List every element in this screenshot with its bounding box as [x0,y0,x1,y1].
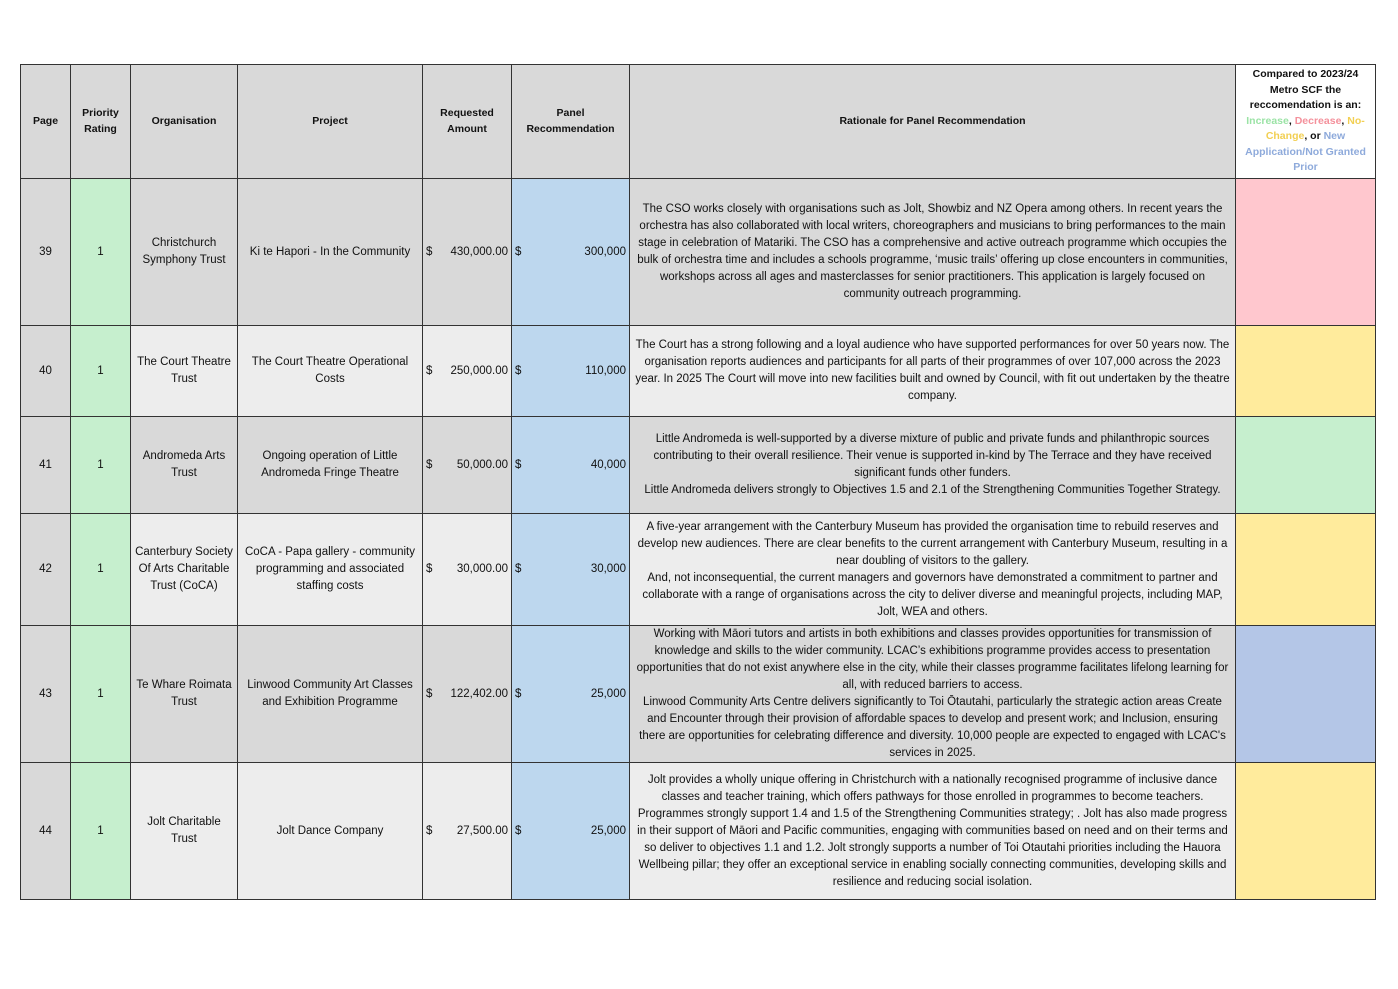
page-number: 39 [39,245,52,258]
panel-recommendation [515,686,626,703]
panel-recommendation-cell [512,763,630,900]
table-row [21,179,1376,326]
requested-value: 30,000.00 [456,563,508,575]
panel-recommendation [515,823,626,840]
requested-amount-cell [423,179,512,326]
organisation-name: Te Whare Roimata Trust [136,679,232,708]
legend-decrease: Decrease [1294,114,1342,127]
page-cell [21,179,71,326]
legend-new-application: New Application/Not Granted Prior [1245,130,1366,174]
organisation-cell [131,417,238,514]
organisation-name: Canterbury Society Of Arts Charitable Trust (CoCA) [135,546,233,592]
header-priority-rating: Priority Rating [71,65,131,179]
project-name: The Court Theatre Operational Costs [251,356,409,385]
priority-cell [71,417,131,514]
rationale-paragraph: A five-year arrangement with the Canterbury Museum has provided the organisation time to rebuild reserves and develop new audiences. There are clear benefits to the current arrangement with Canterbury Museum, resulting in a near doubling of visitors to the gallery. [637,520,1228,567]
page-number: 44 [39,824,52,837]
panel-value: 30,000 [590,563,626,575]
legend-no-change: No-Change [1265,114,1365,143]
currency-symbol: $ [426,563,433,575]
priority-rating: 1 [97,687,104,700]
currency-symbol: $ [426,824,433,837]
currency-symbol: $ [426,364,433,377]
panel-recommendation [515,561,626,578]
rationale-cell [630,417,1236,514]
requested-amount [426,363,508,380]
page-number: 42 [39,563,52,575]
legend-increase: Increase [1246,114,1289,127]
panel-recommendation [515,457,626,474]
panel-value: 25,000 [590,687,626,700]
panel-value: 300,000 [584,245,626,258]
requested-amount [426,561,508,578]
organisation-cell [131,326,238,417]
organisation-cell [131,179,238,326]
project-name: Ki te Hapori - In the Community [249,245,411,258]
comparison-status-cell [1236,417,1376,514]
rationale-cell [630,626,1236,763]
table-row [21,626,1376,763]
rationale-cell [630,514,1236,626]
requested-value: 27,500.00 [456,824,508,837]
requested-amount-cell [423,626,512,763]
currency-symbol: $ [426,245,433,258]
legend-or: or [1310,130,1321,143]
panel-recommendation [515,363,626,380]
panel-value: 25,000 [590,824,626,837]
requested-amount-cell [423,326,512,417]
comparison-status-cell [1236,326,1376,417]
requested-value: 50,000.00 [456,458,508,471]
priority-rating: 1 [97,245,104,258]
project-name: CoCA - Papa gallery - community programming and associated staffing costs [244,546,415,592]
project-cell [238,179,423,326]
requested-amount-cell [423,763,512,900]
rationale-paragraph: Little Andromeda is well-supported by a diverse mixture of public and private funds and philanthropic sources contributing to their overall resilience. Their venue is supported in-kind by The Terrace and they have received significant funds other funders. [653,433,1212,479]
header-project: Project [238,65,423,179]
panel-recommendation-cell [512,179,630,326]
priority-cell [71,763,131,900]
organisation-name: Jolt Charitable Trust [147,816,221,845]
currency-symbol: $ [515,563,522,575]
project-name: Ongoing operation of Little Andromeda Fringe Theatre [261,450,399,479]
priority-cell [71,514,131,626]
project-cell [238,514,423,626]
panel-recommendation-cell [512,626,630,763]
priority-cell [71,326,131,417]
project-cell [238,417,423,514]
rationale-cell [630,179,1236,326]
header-page: Page [21,65,71,179]
page-number: 40 [39,364,52,377]
requested-amount [426,686,508,703]
requested-value: 250,000.00 [450,364,508,377]
header-organisation: Organisation [131,65,238,179]
project-cell [238,763,423,900]
recommendations-table [20,64,1376,900]
requested-amount-cell [423,514,512,626]
page-number: 43 [39,687,52,700]
rationale-paragraph: Linwood Community Arts Centre delivers significantly to Toi Ōtautahi, particularly the strategic action areas Create and Encounter through their provision of affordable spaces to develop and present work; and Inclusion, ensuring there are opportunities for celebrating difference and diversity. 10,000 people are expected to engaged with LCAC's services in 2025. [639,696,1226,759]
currency-symbol: $ [515,824,522,837]
requested-value: 122,402.00 [450,687,508,700]
organisation-name: Andromeda Arts Trust [142,450,226,479]
comparison-status-cell [1236,514,1376,626]
requested-value: 430,000.00 [450,245,508,258]
priority-rating: 1 [97,458,104,471]
requested-amount-cell [423,417,512,514]
organisation-cell [131,763,238,900]
page-cell [21,514,71,626]
panel-value: 40,000 [590,458,626,471]
comparison-status-cell [1236,179,1376,326]
priority-cell [71,179,131,326]
requested-amount [426,823,508,840]
rationale-paragraph: Little Andromeda delivers strongly to Objectives 1.5 and 2.1 of the Strengthening Communities Together Strategy. [644,484,1221,496]
table-body [21,179,1376,900]
table-row [21,763,1376,900]
priority-cell [71,626,131,763]
priority-rating: 1 [97,563,104,575]
priority-rating: 1 [97,364,104,377]
currency-symbol: $ [515,687,522,700]
requested-amount [426,244,508,261]
page-cell [21,763,71,900]
project-name: Linwood Community Art Classes and Exhibition Programme [247,679,413,708]
currency-symbol: $ [515,364,522,377]
rationale-paragraph: Jolt provides a wholly unique offering in Christchurch with a nationally recognised programme of inclusive dance classes and teacher training, which offers pathways for those enrolled in programmes to become teachers. Programmes strongly support 1.4 and 1.5 of the Strengthening Communities strategy; . Jolt has also made progress in their support of Māori and Pacific communities, engaging with communities based on need and on their terms and so deliver to objectives 1.1 and 1.2. Jolt strongly supports a number of Toi Otautahi priorities including the Hauora Wellbeing pillar; they offer an exceptional service in enabling socially connecting communities, developing skills and resilience and reducing social isolation. [637,773,1228,888]
comparison-status-cell [1236,626,1376,763]
project-cell [238,326,423,417]
comparison-intro: Compared to 2023/24 Metro SCF the reccomendation is an: [1249,68,1362,112]
header-rationale: Rationale for Panel Recommendation [630,65,1236,179]
panel-recommendation [515,244,626,261]
panel-recommendation-cell [512,417,630,514]
header-panel-recommendation: Panel Recommendation [512,65,630,179]
rationale-paragraph: Working with Māori tutors and artists in both exhibitions and classes provides opportunities for transmission of knowledge and skills to the wider community. LCAC’s exhibitions programme provides access to presentation opportunities that do not exist anywhere else in the city, while their classes programme facilitates lifelong learning for all, with reduced barriers to access. [636,628,1229,691]
currency-symbol: $ [515,458,522,471]
table-row [21,514,1376,626]
header-requested-amount: Requested Amount [423,65,512,179]
table-row [21,417,1376,514]
organisation-name: Christchurch Symphony Trust [142,237,226,266]
rationale-paragraph: The Court has a strong following and a loyal audience who have supported performances for over 50 years now. The organisation reports audiences and participants for all parts of their programmes of over 107,000 across the 2023 year. In 2025 The Court will move into new facilities built and owned by Council, with fit out undertaken by the theatre company. [635,339,1230,402]
page-cell [21,326,71,417]
page-cell [21,626,71,763]
rationale-cell [630,763,1236,900]
rationale-paragraph: And, not inconsequential, the current managers and governors have demonstrated a commitment to partner and collaborate with a range of organisations across the city to deliver diverse and meaningful projects, including MAP, Jolt, WEA and others. [642,571,1223,618]
table-row [21,326,1376,417]
panel-recommendation-cell [512,326,630,417]
organisation-cell [131,514,238,626]
panel-value: 110,000 [585,364,626,377]
page-cell [21,417,71,514]
table-header [21,65,1376,179]
currency-symbol: $ [426,687,433,700]
comparison-status-cell [1236,763,1376,900]
project-name: Jolt Dance Company [276,824,384,837]
organisation-cell [131,626,238,763]
priority-rating: 1 [97,824,104,837]
currency-symbol: $ [515,245,522,258]
requested-amount [426,457,508,474]
header-comparison: Compared to 2023/24 Metro SCF the reccomendation is an: Increase, Decrease, No-Change, or New Application/Not Granted Prior [1236,65,1376,179]
page-number: 41 [39,458,52,471]
organisation-name: The Court Theatre Trust [137,356,231,385]
rationale-cell [630,326,1236,417]
rationale-paragraph: The CSO works closely with organisations such as Jolt, Showbiz and NZ Opera among others. In recent years the orchestra has also collaborated with local writers, choreographers and musicians to bring performances to the main stage in celebration of Matariki. The CSO has a comprehensive and active outreach programme which occupies the bulk of orchestra time and includes a schools programme, ‘music trails’ offering up close encounters in communities, workshops across all ages and masterclasses for senior practitioners. This application is largely focused on community outreach programming. [637,203,1228,300]
panel-recommendation-cell [512,514,630,626]
currency-symbol: $ [426,458,433,471]
project-cell [238,626,423,763]
